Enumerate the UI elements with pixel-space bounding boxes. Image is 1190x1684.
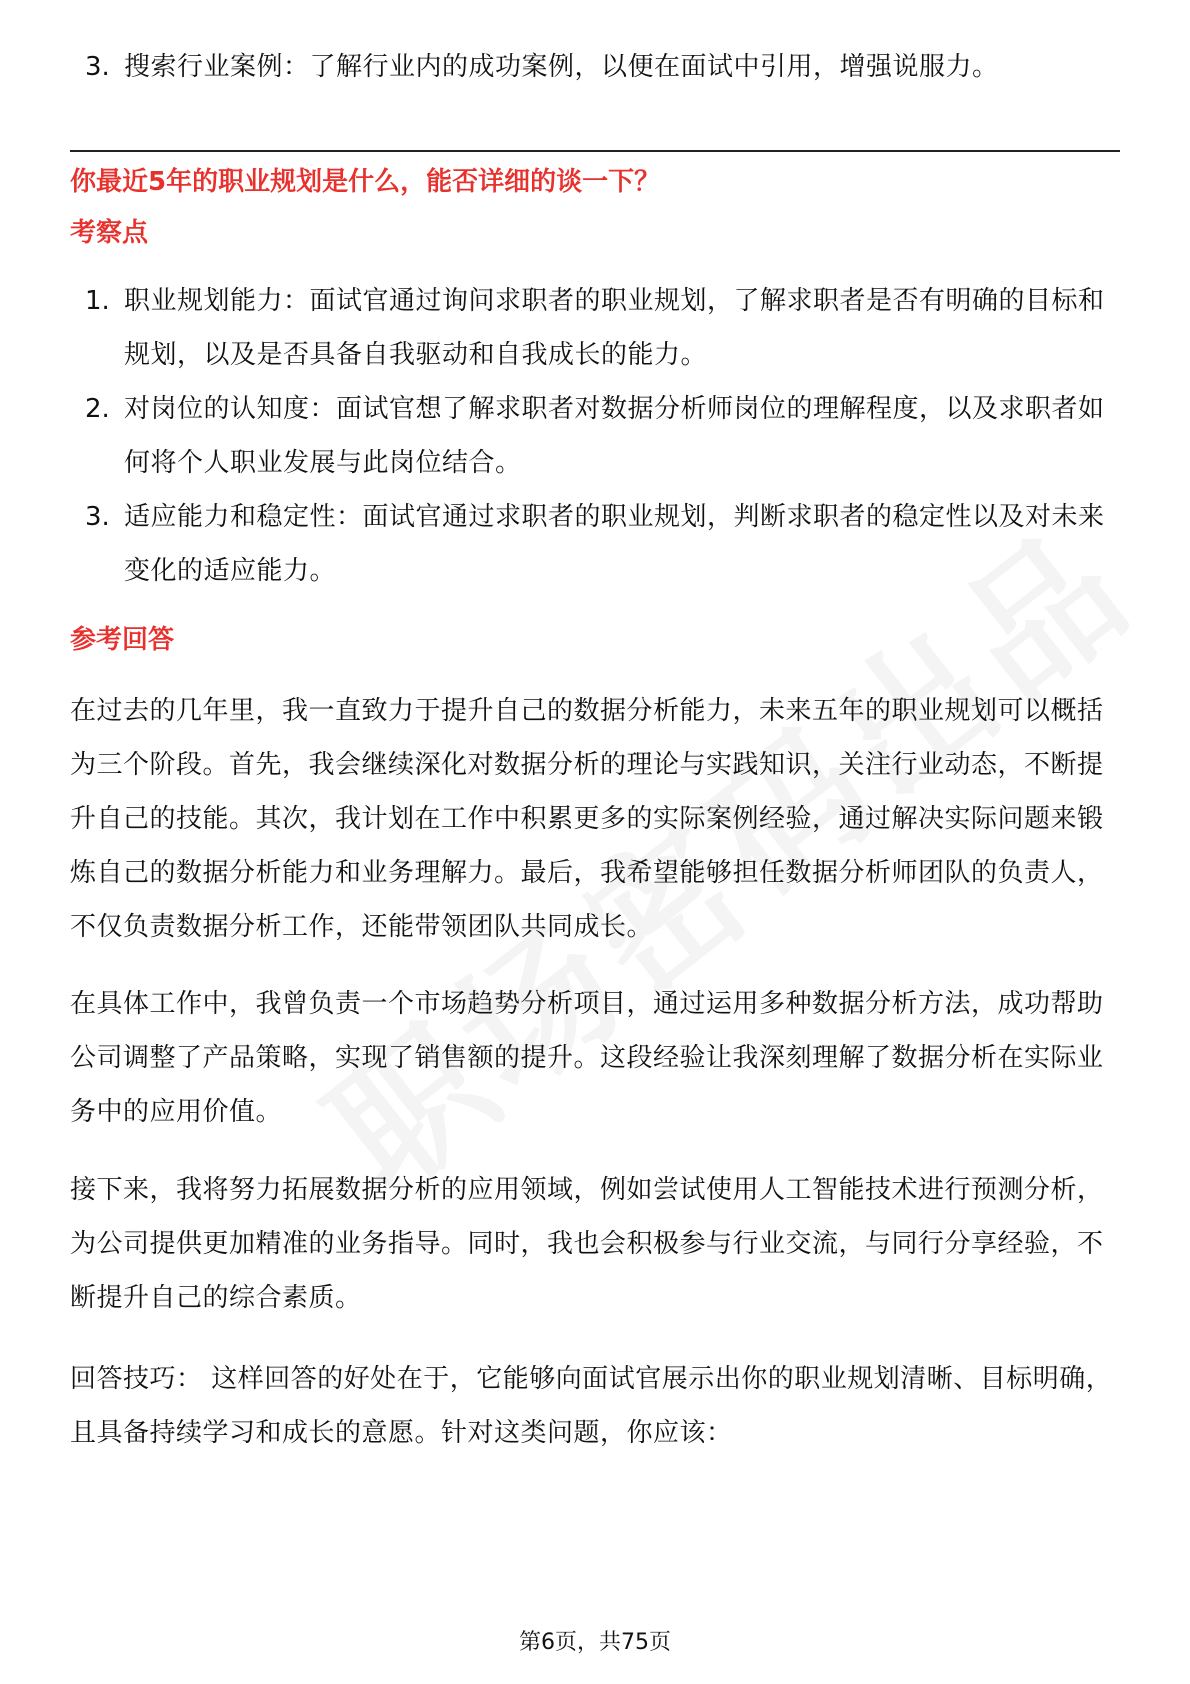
list-item-text: 对岗位的认知度：面试官想了解求职者对数据分析师岗位的理解程度，以及求职者如何将个人职业发展与此岗位结合。 bbox=[124, 394, 1105, 478]
list-number: 2. bbox=[85, 394, 110, 424]
answer-paragraph: 在过去的几年里，我一直致力于提升自己的数据分析能力，未来五年的职业规划可以概括为三个阶段。首先，我会继续深化对数据分析的理论与实践知识，关注行业动态，不断提升自己的技能。其次，我计划在工作中积累更多的实际案例经验，通过解决实际问题来锻炼自己的数据分析能力和业务理解力。最后，我希望能够担任数据分析师团队的负责人，不仅负责数据分析工作，还能带领团队共同成长。 bbox=[70, 696, 1104, 942]
answer-paragraph: 接下来，我将努力拓展数据分析的应用领域，例如尝试使用人工智能技术进行预测分析，为公司提供更加精准的业务指导。同时，我也会积极参与行业交流，与同行分享经验，不断提升自己的综合素质。 bbox=[70, 1175, 1104, 1313]
section-heading-kaocha: 考察点 bbox=[70, 218, 149, 248]
list-number: 3. bbox=[85, 502, 110, 532]
section-divider bbox=[70, 150, 1120, 152]
answer-tips-paragraph: 回答技巧： 这样回答的好处在于，它能够向面试官展示出你的职业规划清晰、目标明确，且具备持续学习和成长的意愿。针对这类问题，你应该： bbox=[70, 1364, 1113, 1448]
answer-paragraph: 在具体工作中，我曾负责一个市场趋势分析项目，通过运用多种数据分析方法，成功帮助公司调整了产品策略，实现了销售额的提升。这段经验让我深刻理解了数据分析在实际业务中的应用价值。 bbox=[70, 989, 1104, 1127]
page-footer: 第6页，共75页 bbox=[519, 1630, 671, 1655]
list-item-text: 搜索行业案例：了解行业内的成功案例，以便在面试中引用，增强说服力。 bbox=[124, 52, 999, 82]
question-title: 你最近5年的职业规划是什么，能否详细的谈一下？ bbox=[70, 167, 661, 197]
list-item-text: 适应能力和稳定性：面试官通过求职者的职业规划，判断求职者的稳定性以及对未来变化的适应能力。 bbox=[124, 502, 1105, 586]
list-item-text: 职业规划能力：面试官通过询问求职者的职业规划，了解求职者是否有明确的目标和规划，以及是否具备自我驱动和自我成长的能力。 bbox=[124, 286, 1105, 370]
list-number: 1. bbox=[85, 286, 110, 316]
section-heading-answer: 参考回答 bbox=[70, 625, 175, 655]
list-number: 3. bbox=[85, 52, 110, 82]
